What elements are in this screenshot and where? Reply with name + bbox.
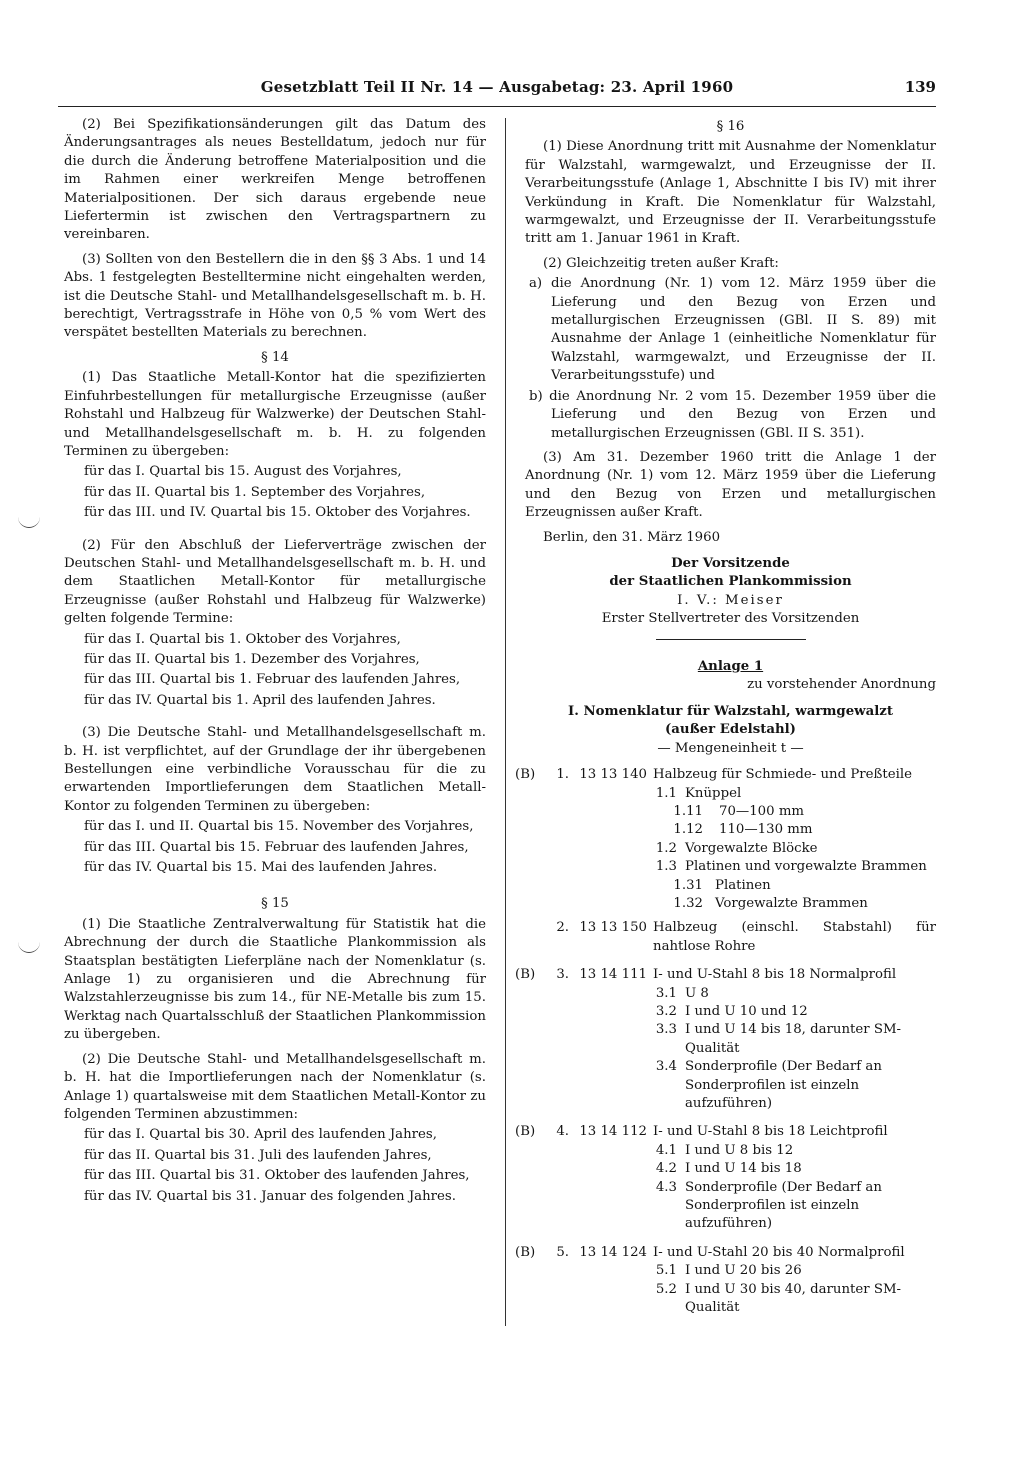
subitem bbox=[647, 895, 936, 913]
entry-subitems bbox=[647, 1142, 936, 1234]
signature-role: Erster Stellvertreter des Vorsitzenden bbox=[601, 611, 860, 627]
term-line: für das III. Quartal bis 31. Oktober des laufenden Jahres, bbox=[84, 1168, 470, 1184]
entry-description: I- und U-Stahl 8 bis 18 Normalprofil bbox=[653, 967, 897, 983]
subitem-number: 3.2 bbox=[655, 1003, 677, 1019]
nomenclature-entry bbox=[525, 919, 936, 956]
entry-number: 1. bbox=[556, 767, 569, 783]
margin-check-mark-icon bbox=[18, 940, 40, 953]
right-column bbox=[515, 116, 936, 1317]
term-line: für das II. Quartal bis 1. September des Vorjahres, bbox=[84, 484, 426, 500]
paragraph: (1) Die Staatliche Zentralverwaltung für Statistik hat die Abrechnung der durch die Staatliche Plankommission als Staatsplan bestätigten Lieferpläne nach der Nomenklatur (s. Anlage 1) zu organisieren und die Abrechnung für Walzstahlerzeugnisse bis zum 14., für NE-Metalle bis zum 15. Werktag nach Quartalsschluß der Staatlichen Plankommission zu übergeben. bbox=[64, 916, 486, 1043]
subitem-number: 1.32 bbox=[673, 895, 703, 911]
nomenclature-entry bbox=[515, 766, 936, 784]
page-number: 139 bbox=[904, 78, 936, 96]
subitem bbox=[647, 1179, 936, 1234]
paragraph: (3) Am 31. Dezember 1960 tritt die Anlage 1 der Anordnung (Nr. 1) vom 12. März 1959 über die Lieferung und den Bezug von Erzen und metallurgischen Erzeugnissen außer Kraft. bbox=[525, 449, 936, 521]
entry-code: 13 14 111 bbox=[579, 967, 647, 983]
list-item: a) die Anordnung (Nr. 1) vom 12. März 1959 über die Lieferung und den Bezug von Erzen und metallurgischen Erzeugnissen (GBl. II S. 89) mit Ausnahme der Anlage 1 (einheitliche Nomenklatur für Walzstahl, warmgewalzt, und Erzeugnisse der II. Verarbeitungsstufe) und bbox=[529, 276, 936, 384]
left-column bbox=[64, 116, 486, 1206]
subitem-number: 1.2 bbox=[655, 840, 677, 856]
entry-description: I- und U-Stahl 20 bis 40 Normalprofil bbox=[653, 1244, 905, 1260]
subitem-text: I und U 8 bis 12 bbox=[685, 1142, 794, 1158]
subitem bbox=[647, 840, 936, 858]
subitem-text: I und U 14 bis 18, darunter SM-Qualität bbox=[685, 1022, 902, 1056]
term-line: für das IV. Quartal bis 31. Januar des folgenden Jahres. bbox=[84, 1188, 456, 1204]
subitem-number: 1.12 bbox=[673, 822, 703, 838]
subitem bbox=[647, 985, 936, 1003]
subitem-number: 3.3 bbox=[655, 1022, 677, 1038]
annex-title: Anlage 1 bbox=[697, 659, 764, 675]
term-line: für das I. und II. Quartal bis 15. November des Vorjahres, bbox=[84, 819, 474, 835]
paragraph: (2) Für den Abschluß der Lieferverträge zwischen der Deutschen Stahl- und Metallhandelsgesellschaft m. b. H. und dem Staatlichen Metall-Kontor für metallurgische Erzeugnisse (außer Rohstahl und Halbzeug für Walzwerke) gelten folgende Termine: bbox=[64, 537, 486, 627]
paragraph: (1) Das Staatliche Metall-Kontor hat die spezifizierten Einfuhrbestellungen für metallurgische Erzeugnisse (außer Rohstahl und Halbzeug für Walzwerke) der Deutschen Stahl- und Metallhandelsgesellschaft m. b. H. zu folgenden Terminen zu übergeben: bbox=[64, 370, 486, 459]
subitem-text: Sonderprofile (Der Bedarf an Sonderprofilen ist einzeln aufzuführen) bbox=[685, 1179, 882, 1232]
subitem-number: 5.1 bbox=[655, 1263, 677, 1279]
subitem-text: I und U 14 bis 18 bbox=[685, 1161, 802, 1177]
subitem-text: 110—130 mm bbox=[719, 822, 813, 838]
subitem bbox=[647, 803, 936, 821]
term-line: für das I. Quartal bis 30. April des laufenden Jahres, bbox=[84, 1127, 437, 1143]
entry-number: 4. bbox=[556, 1124, 569, 1140]
nomenclature-entry bbox=[515, 966, 936, 984]
paragraph: (3) Sollten von den Bestellern die in den §§ 3 Abs. 1 und 14 Abs. 1 festgelegten Bestelltermine nicht eingehalten werden, ist die Deutsche Stahl- und Metallhandelsgesellschaft m. b. H. berechtigt, Vertragsstrafe in Höhe von 0,5 % vom Wert des verspätet bestellten Materials zu berechnen. bbox=[64, 251, 486, 341]
subitem-text: Sonderprofile (Der Bedarf an Sonderprofilen ist einzeln aufzuführen) bbox=[685, 1059, 882, 1111]
subitem-number: 4.2 bbox=[655, 1161, 677, 1177]
term-line: für das III. Quartal bis 15. Februar des laufenden Jahres, bbox=[84, 839, 469, 855]
entry-code: 13 14 124 bbox=[579, 1244, 647, 1260]
section-heading: § 15 bbox=[261, 896, 289, 912]
entry-subitems bbox=[647, 985, 936, 1114]
entry-label: (B) bbox=[515, 767, 536, 783]
subitem bbox=[647, 1262, 936, 1280]
nomenclature-entry bbox=[515, 1244, 936, 1262]
section-heading: § 14 bbox=[261, 349, 289, 365]
annex-subtitle: zu vorstehender Anordnung bbox=[747, 677, 936, 693]
subitem-number: 3.4 bbox=[655, 1059, 677, 1075]
entry-code: 13 13 150 bbox=[579, 920, 647, 936]
term-line: für das I. Quartal bis 1. Oktober des Vorjahres, bbox=[84, 631, 401, 647]
subitem-text: Vorgewalzte Brammen bbox=[715, 895, 868, 911]
subitem-number: 5.2 bbox=[655, 1281, 677, 1297]
subitem-number: 4.3 bbox=[655, 1179, 677, 1195]
signature-name: I. V.: Meiser bbox=[677, 592, 784, 608]
list-item: b) die Anordnung Nr. 2 vom 15. Dezember 1959 über die Lieferung und den Bezug von Erzen und metallurgischen Erzeugnissen (GBl. II S. 351). bbox=[529, 388, 936, 441]
subitem bbox=[647, 1281, 936, 1318]
paragraph: (1) Diese Anordnung tritt mit Ausnahme der Nomenklatur für Walzstahl, warmgewalzt, und Erzeugnisse der II. Verarbeitungsstufe (Anlage 1, Abschnitte I bis IV) mit ihrer Verkündung in Kraft. Die Nomenklatur für Walzstahl, warmgewalzt, und Erzeugnisse der II. Verarbeitungsstufe tritt am 1. Januar 1961 in Kraft. bbox=[525, 139, 936, 247]
signature-title: Der Vorsitzende bbox=[671, 555, 790, 571]
subitem-text: Platinen bbox=[715, 877, 771, 893]
paragraph: (2) Gleichzeitig treten außer Kraft: bbox=[543, 255, 779, 271]
subitem-text: Vorgewalzte Blöcke bbox=[685, 840, 818, 856]
column-divider bbox=[505, 118, 506, 1326]
nomenclature-entry bbox=[515, 1123, 936, 1141]
subitem-text: U 8 bbox=[685, 985, 709, 1001]
paragraph: (2) Bei Spezifikationsänderungen gilt das Datum des Änderungsantrages als neues Bestelldatum, jedoch nur für die durch die Änderung betroffene Materialposition und die im Rahmen einer werkreifen Menge betroffenen Materialpositionen. Der sich daraus ergebende neue Liefertermin ist zwischen den Vertragspartnern zu vereinbaren. bbox=[64, 117, 486, 243]
place-date: Berlin, den 31. März 1960 bbox=[543, 529, 721, 545]
entry-label: (B) bbox=[515, 967, 536, 983]
signature-title: der Staatlichen Plankommission bbox=[609, 574, 852, 590]
entry-description: I- und U-Stahl 8 bis 18 Leichtprofil bbox=[653, 1124, 888, 1140]
subitem bbox=[647, 858, 936, 876]
subitem-text: 70—100 mm bbox=[719, 803, 805, 819]
entry-label: (B) bbox=[515, 1244, 536, 1260]
paragraph: (3) Die Deutsche Stahl- und Metallhandelsgesellschaft m. b. H. ist verpflichtet, auf der Grundlage der ihr übergebenen Bestellungen eine verbindliche Vorausschau für die zu erwartenden Importlieferungen dem Staatlichen Metall-Kontor zu folgenden Terminen zu übergeben: bbox=[64, 725, 486, 814]
subitem-text: I und U 20 bis 26 bbox=[685, 1263, 802, 1279]
subitem-number: 4.1 bbox=[655, 1142, 677, 1158]
nomenclature-unit: — Mengeneinheit t — bbox=[657, 740, 804, 756]
subitem-text: I und U 30 bis 40, darunter SM-Qualität bbox=[685, 1281, 902, 1316]
term-line: für das III. Quartal bis 1. Februar des laufenden Jahres, bbox=[84, 672, 461, 688]
entry-description: Halbzeug für Schmiede- und Preßteile bbox=[653, 767, 912, 783]
margin-check-mark-icon bbox=[18, 515, 40, 528]
subitem bbox=[647, 1142, 936, 1160]
term-line: für das I. Quartal bis 15. August des Vorjahres, bbox=[84, 464, 402, 480]
subitem-number: 3.1 bbox=[655, 985, 677, 1001]
term-line: für das II. Quartal bis 31. Juli des laufenden Jahres, bbox=[84, 1147, 432, 1163]
nomenclature-title: I. Nomenklatur für Walzstahl, warmgewalzt bbox=[568, 703, 893, 719]
subitem bbox=[647, 1160, 936, 1178]
entry-code: 13 13 140 bbox=[579, 767, 647, 783]
subitem bbox=[647, 1058, 936, 1113]
subitem bbox=[647, 877, 936, 895]
subitem-text: Knüppel bbox=[685, 785, 742, 801]
subitem bbox=[647, 1021, 936, 1058]
entry-code: 13 14 112 bbox=[579, 1124, 647, 1140]
subitem bbox=[647, 785, 936, 803]
subitem bbox=[647, 821, 936, 839]
entry-number: 3. bbox=[556, 967, 569, 983]
subitem-number: 1.3 bbox=[655, 859, 677, 875]
entry-subitems bbox=[647, 1262, 936, 1317]
subitem-text: Platinen und vorgewalzte Brammen bbox=[685, 859, 927, 875]
entry-number: 2. bbox=[556, 920, 569, 936]
nomenclature-title: (außer Edelstahl) bbox=[665, 722, 796, 738]
term-line: für das II. Quartal bis 1. Dezember des Vorjahres, bbox=[84, 651, 420, 667]
term-line: für das IV. Quartal bis 1. April des laufenden Jahres. bbox=[84, 692, 436, 708]
subitem-text: I und U 10 und 12 bbox=[685, 1003, 808, 1019]
separator-rule bbox=[656, 639, 806, 641]
entry-label: (B) bbox=[515, 1124, 536, 1140]
entry-number: 5. bbox=[556, 1244, 569, 1260]
section-heading: § 16 bbox=[716, 119, 745, 134]
subitem-number: 1.11 bbox=[673, 803, 703, 819]
entry-description: Halbzeug (einschl. Stabstahl) für nahtlose Rohre bbox=[653, 920, 936, 954]
term-line: für das IV. Quartal bis 15. Mai des laufenden Jahres. bbox=[84, 860, 438, 876]
subitem bbox=[647, 1003, 936, 1021]
subitem-number: 1.1 bbox=[655, 785, 677, 801]
term-line: für das III. und IV. Quartal bis 15. Oktober des Vorjahres. bbox=[84, 505, 471, 521]
header-title: Gesetzblatt Teil II Nr. 14 — Ausgabetag: 23. April 1960 bbox=[260, 78, 734, 96]
subitem-number: 1.31 bbox=[673, 877, 703, 893]
page-header bbox=[58, 72, 936, 107]
paragraph: (2) Die Deutsche Stahl- und Metallhandelsgesellschaft m. b. H. hat die Importlieferungen nach der Nomenklatur (s. Anlage 1) quartalsweise mit dem Staatlichen Metall-Kontor zu folgenden Terminen abzustimmen: bbox=[64, 1051, 486, 1122]
entry-subitems bbox=[647, 785, 936, 914]
